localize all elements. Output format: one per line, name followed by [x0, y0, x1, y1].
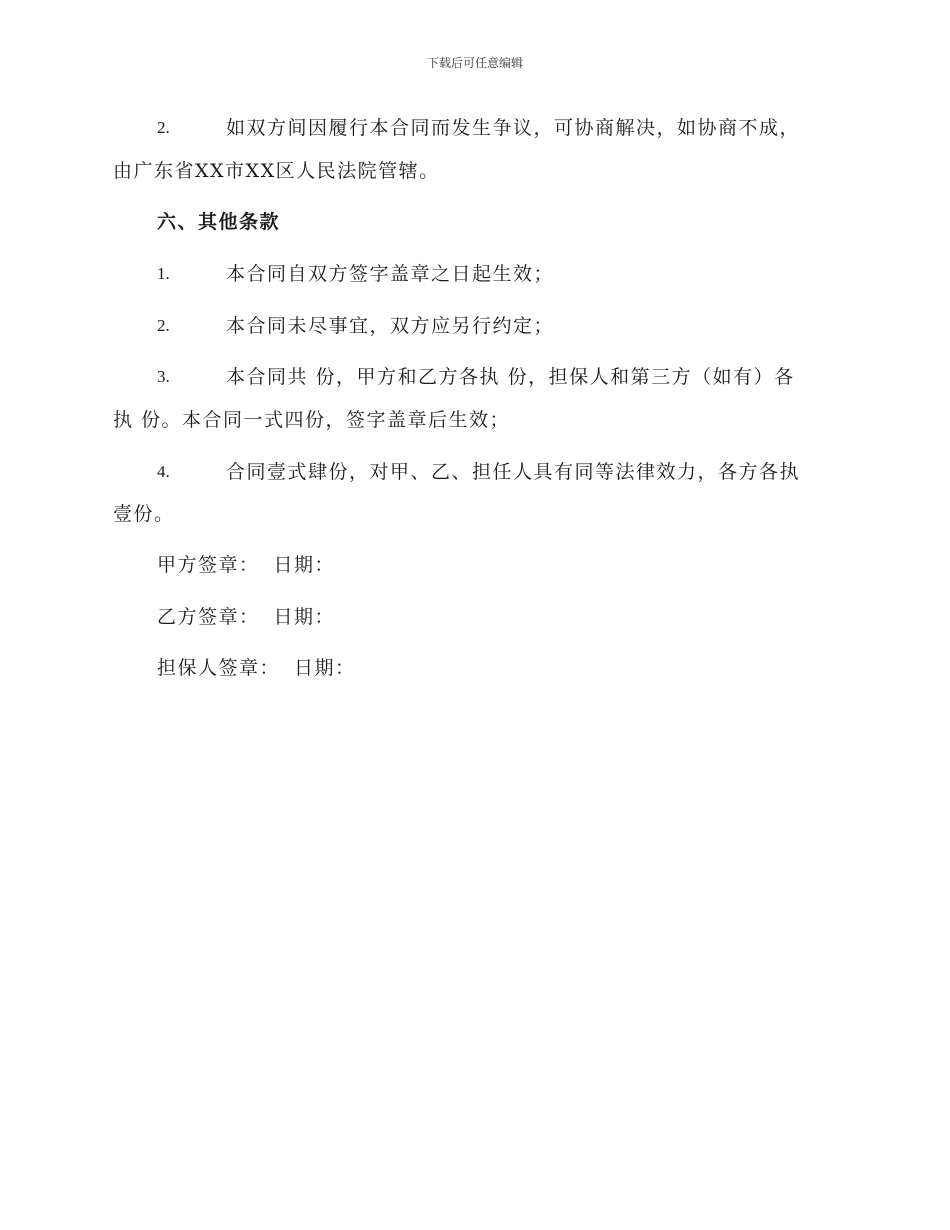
- item-text-line1: 如双方间因履行本合同而发生争议，可协商解决，如协商不成，: [226, 117, 801, 139]
- item-number: 4.: [157, 462, 170, 481]
- signature-party-b: [157, 605, 335, 629]
- item-number: 1.: [157, 264, 170, 283]
- item-text-line1: 本合同未尽事宜，双方应另行约定；: [226, 315, 555, 337]
- signature-label: 担保人签章：: [157, 657, 281, 679]
- item-text-line1: 本合同共 份，甲方和乙方各执 份，担保人和第三方（如有）各: [226, 366, 795, 388]
- item-text-line1: 本合同自双方签字盖章之日起生效；: [226, 263, 555, 285]
- page-header: 下载后可任意编辑: [426, 56, 523, 70]
- item-text-line1: 合同壹式肆份，对甲、乙、担任人具有同等法律效力，各方各执: [226, 461, 801, 483]
- signature-guarantor: [157, 656, 356, 680]
- signature-label: 乙方签章：: [157, 606, 260, 628]
- date-label: 日期：: [273, 606, 336, 628]
- signature-label: 甲方签章：: [157, 554, 260, 576]
- date-label: 日期：: [294, 657, 356, 679]
- item-text-line2: 由广东省XX市XX区人民法院管辖。: [113, 160, 440, 182]
- item-number: 3.: [157, 367, 170, 386]
- signature-party-a: [157, 553, 335, 577]
- date-label: 日期：: [273, 554, 336, 576]
- section-heading: 六、其他条款: [157, 211, 281, 233]
- item-number: 2.: [157, 316, 170, 335]
- item-number: 2.: [157, 118, 170, 137]
- item-text-line2: 执 份。本合同一式四份，签字盖章后生效；: [113, 409, 511, 431]
- item-text-line2: 壹份。: [113, 503, 175, 525]
